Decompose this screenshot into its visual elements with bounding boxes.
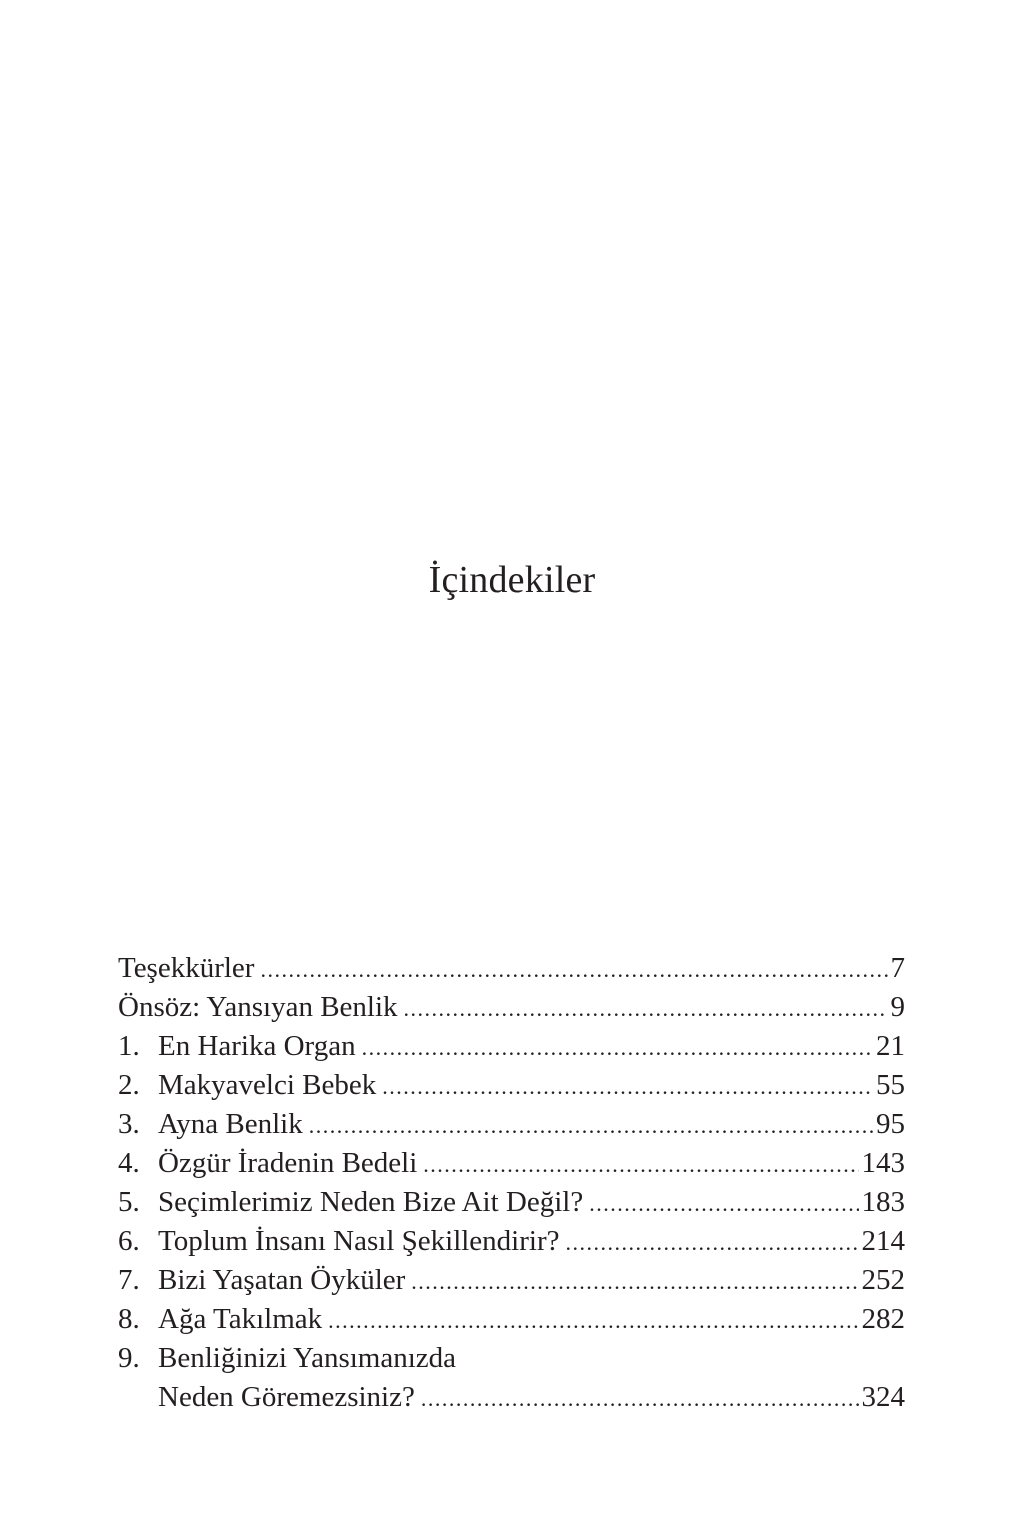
toc-entry-label: Bizi Yaşatan Öyküler xyxy=(158,1264,406,1296)
toc-entry-chapter-6 xyxy=(118,1222,905,1261)
toc-entry-number: 5. xyxy=(118,1186,140,1218)
toc-entry-chapter-4 xyxy=(118,1144,905,1183)
dot-leader xyxy=(589,1184,858,1223)
toc-entry-chapter-5 xyxy=(118,1183,905,1222)
toc-entry-page: 7 xyxy=(890,952,905,984)
toc-entry-label: Seçimlerimiz Neden Bize Ait Değil? xyxy=(158,1186,584,1218)
dot-leader xyxy=(382,1067,873,1106)
toc-entry-number: 7. xyxy=(118,1264,140,1296)
toc-entry-page: 95 xyxy=(876,1108,905,1140)
toc-entry-label: Benliğinizi Yansımanızda xyxy=(158,1342,457,1374)
toc-entry-page: 183 xyxy=(861,1186,905,1218)
dot-leader xyxy=(309,1106,873,1145)
toc-entry-page: 324 xyxy=(861,1381,905,1413)
toc-entry-page: 9 xyxy=(890,991,905,1023)
toc-entry-chapter-3 xyxy=(118,1105,905,1144)
toc-entry-number: 8. xyxy=(118,1303,140,1335)
toc-entry-number: 9. xyxy=(118,1342,140,1374)
dot-leader xyxy=(362,1028,873,1067)
toc-entry-number: 6. xyxy=(118,1225,140,1257)
toc-entry-number: 3. xyxy=(118,1108,140,1140)
toc-entry-page: 252 xyxy=(861,1264,905,1296)
dot-leader xyxy=(423,1145,858,1184)
toc-entry-number: 4. xyxy=(118,1147,140,1179)
dot-leader xyxy=(421,1379,859,1418)
toc-entry-page: 143 xyxy=(861,1147,905,1179)
toc-entry-label: Ayna Benlik xyxy=(158,1108,303,1140)
toc-entry-acknowledgements xyxy=(118,949,905,988)
toc-entry-label: Toplum İnsanı Nasıl Şekillendirir? xyxy=(158,1225,560,1257)
toc-entry-chapter-8 xyxy=(118,1300,905,1339)
toc-entry-label: Teşekkürler xyxy=(118,952,255,984)
toc-entry-label: Özgür İradenin Bedeli xyxy=(158,1147,418,1179)
dot-leader xyxy=(411,1262,858,1301)
toc-entry-page: 282 xyxy=(861,1303,905,1335)
toc-entry-number: 2. xyxy=(118,1069,140,1101)
toc-entry-page: 214 xyxy=(861,1225,905,1257)
toc-entry-chapter-9 xyxy=(118,1339,905,1378)
toc-entry-page: 21 xyxy=(876,1030,905,1062)
toc-entry-label: Önsöz: Yansıyan Benlik xyxy=(118,991,398,1023)
toc-entry-preface xyxy=(118,988,905,1027)
dot-leader xyxy=(328,1301,858,1340)
toc-entry-label-continued: Neden Göremezsiniz? xyxy=(158,1381,415,1413)
toc-entry-chapter-2 xyxy=(118,1066,905,1105)
toc-entry-chapter-9-continued xyxy=(118,1378,905,1417)
dot-leader xyxy=(404,989,888,1028)
toc-entry-label: En Harika Organ xyxy=(158,1030,356,1062)
toc-entry-number: 1. xyxy=(118,1030,140,1062)
toc-entry-chapter-1 xyxy=(118,1027,905,1066)
toc-entry-label: Makyavelci Bebek xyxy=(158,1069,377,1101)
dot-leader xyxy=(565,1223,858,1262)
toc-entry-page: 55 xyxy=(876,1069,905,1101)
page-title: İçindekiler xyxy=(428,559,596,601)
dot-leader xyxy=(260,950,887,989)
toc-entry-label: Ağa Takılmak xyxy=(158,1303,323,1335)
toc-entry-chapter-7 xyxy=(118,1261,905,1300)
table-of-contents xyxy=(118,949,905,1417)
